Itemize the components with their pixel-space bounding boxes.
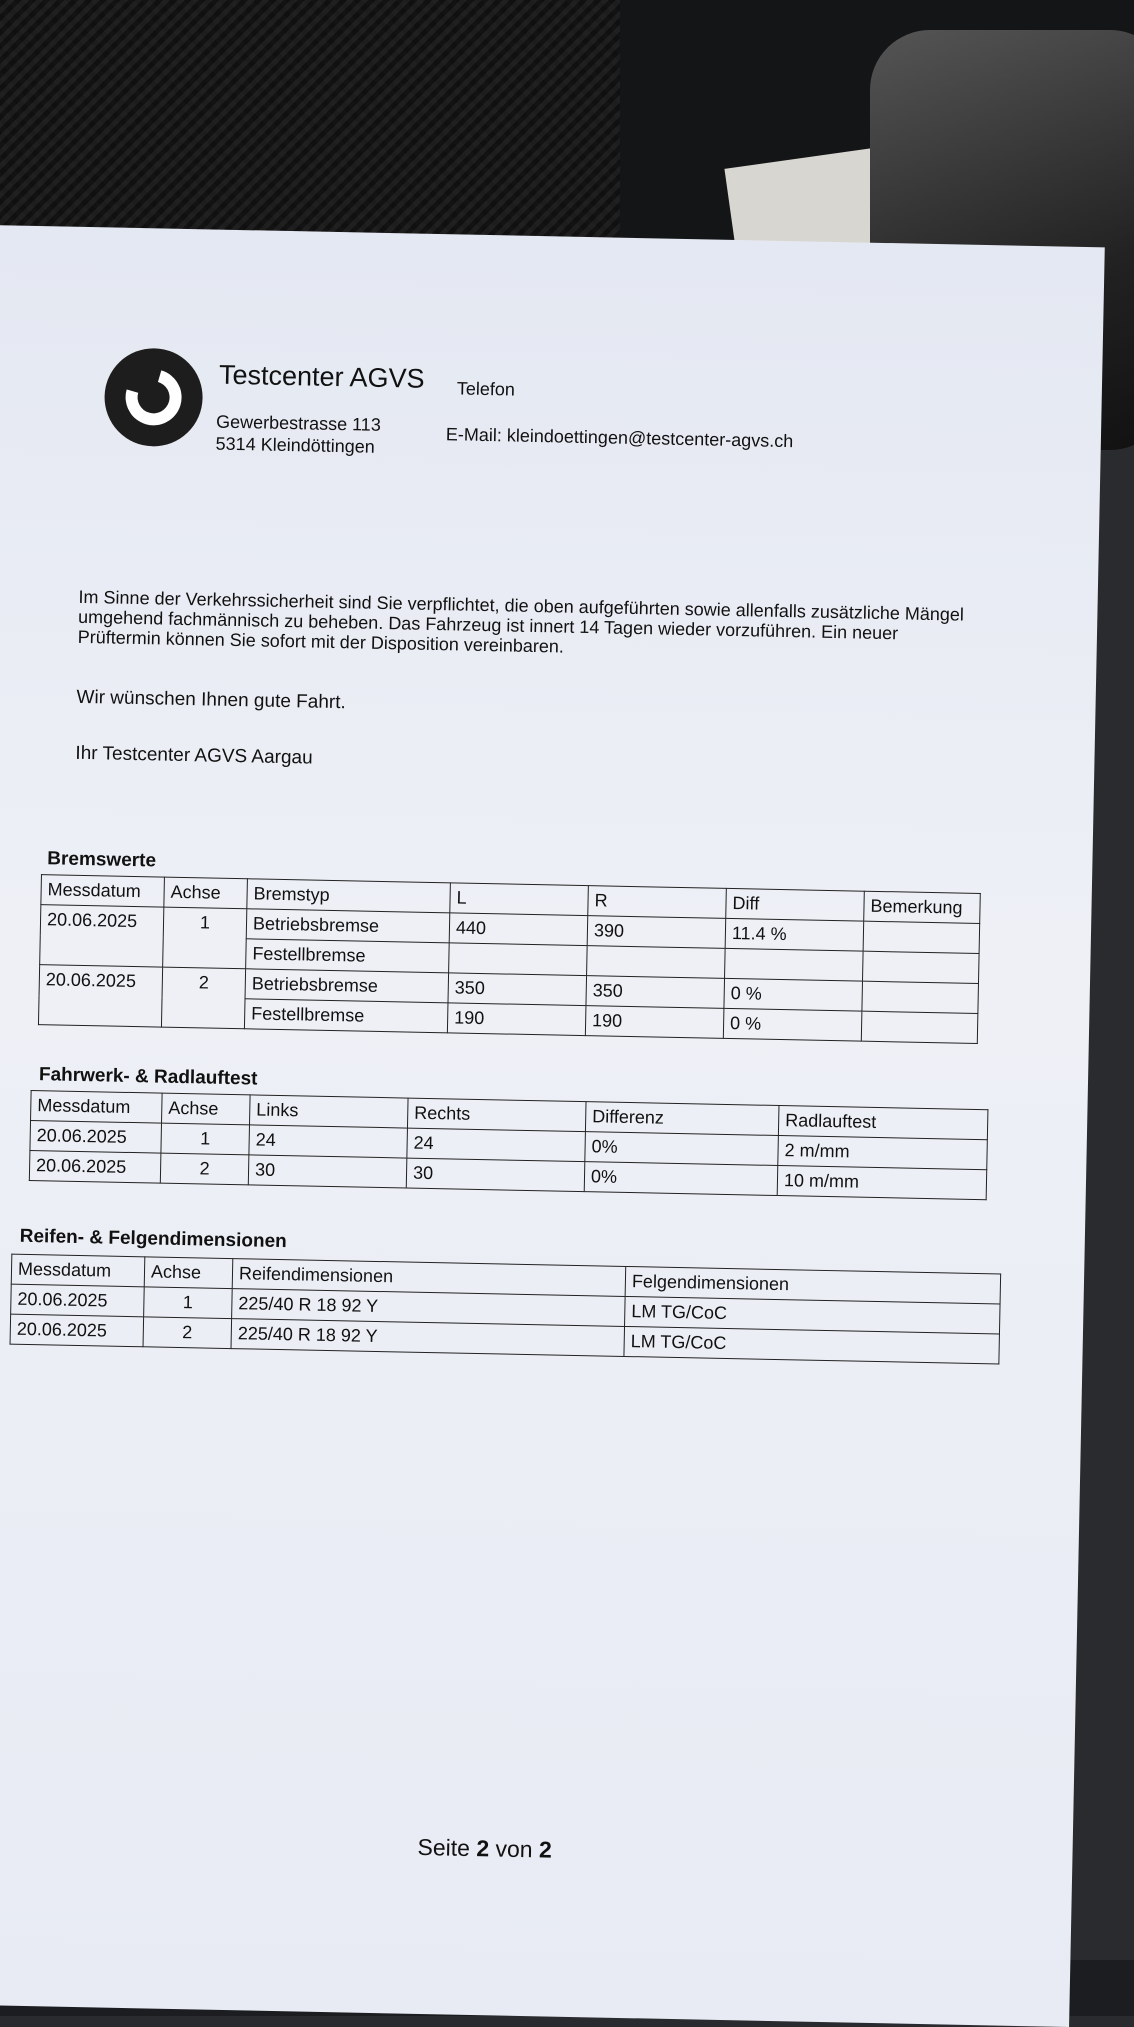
rim-dimension-cell: LM TG/CoC: [625, 1296, 1001, 1334]
right-cell: 390: [587, 916, 726, 949]
date-cell: 20.06.2025: [29, 1150, 161, 1183]
wheel-test-cell: 2 m/mm: [778, 1136, 988, 1170]
note-cell: [861, 1011, 978, 1043]
header-cell: Felgendimensionen: [625, 1266, 1001, 1304]
company-city: 5314 Kleindöttingen: [215, 433, 375, 457]
note-cell: [862, 951, 979, 983]
header-cell: Bemerkung: [864, 891, 981, 923]
date-cell: 20.06.2025: [30, 1120, 162, 1153]
header-cell: R: [588, 886, 727, 919]
rim-dimension-cell: LM TG/CoC: [624, 1326, 1000, 1364]
page-number: 2: [476, 1835, 490, 1862]
header-cell: Messdatum: [41, 875, 165, 907]
header-cell: Messdatum: [11, 1254, 145, 1287]
axle-cell: 1: [144, 1287, 233, 1319]
brake-type-cell: Betriebsbremse: [245, 969, 449, 1003]
left-cell: 24: [249, 1125, 408, 1158]
left-cell: 30: [248, 1155, 407, 1188]
brake-type-cell: Betriebsbremse: [246, 909, 450, 943]
brake-type-cell: Festellbremse: [244, 999, 448, 1033]
document-page: [0, 225, 1105, 2027]
right-cell: 30: [406, 1158, 585, 1192]
greeting-line: Wir wünschen Ihnen gute Fahrt.: [76, 686, 347, 714]
header-cell: Differenz: [585, 1102, 779, 1136]
note-cell: [863, 921, 980, 953]
right-cell: 24: [407, 1128, 586, 1162]
tires-title: Reifen- & Felgendimensionen: [19, 1225, 287, 1253]
chassis-title: Fahrwerk- & Radlauftest: [38, 1064, 258, 1090]
page-footer: [417, 1834, 552, 1864]
left-cell: 190: [447, 1003, 586, 1036]
date-cell: 20.06.2025: [40, 905, 164, 967]
date-cell: 20.06.2025: [10, 1314, 144, 1347]
diff-cell: 11.4 %: [725, 918, 864, 951]
wheel-test-cell: 10 m/mm: [777, 1166, 987, 1200]
right-cell: 190: [585, 1006, 724, 1039]
header-cell: Bremstyp: [247, 879, 451, 913]
brake-type-cell: Festellbremse: [246, 939, 450, 973]
axle-cell: 1: [161, 1123, 250, 1155]
left-cell: 440: [449, 913, 588, 946]
chassis-table: [29, 1090, 989, 1200]
axle-cell: 1: [163, 907, 247, 969]
email-line: E-Mail: kleindoettingen@testcenter-agvs.ch: [445, 424, 794, 452]
tire-dimension-cell: 225/40 R 18 92 Y: [231, 1319, 625, 1357]
header-cell: Achse: [162, 1093, 251, 1125]
right-cell: 350: [586, 976, 725, 1009]
axle-cell: 2: [143, 1317, 232, 1349]
brakes-title: Bremswerte: [47, 848, 157, 872]
company-street: Gewerbestrasse 113: [215, 411, 382, 435]
diff-cell: 0 %: [724, 978, 863, 1011]
header-cell: Diff: [726, 888, 865, 921]
phone-label: Telefon: [456, 378, 516, 400]
left-cell: [449, 943, 588, 976]
diff-cell: 0 %: [723, 1008, 862, 1041]
signature-line: Ihr Testcenter AGVS Aargau: [75, 742, 313, 769]
header-cell: Messdatum: [31, 1091, 163, 1124]
date-cell: 20.06.2025: [38, 965, 162, 1027]
header-cell: Reifendimensionen: [232, 1259, 626, 1297]
axle-cell: 2: [161, 967, 245, 1029]
axle-cell: 2: [160, 1153, 249, 1185]
page-separator: von: [495, 1835, 533, 1863]
header-cell: Links: [249, 1095, 408, 1128]
header-cell: Achse: [144, 1257, 233, 1289]
notice-paragraph: Im Sinne der Verkehrssicherheit sind Sie verpflichtet, die oben aufgeführten sowie allenfalls zusätzliche Mängel umgehend fachmännisch zu beheben. Das Fahrzeug ist innert 14 Tagen wieder vorzuführen. Ein neuer Prüftermin können Sie sofort mit der Disposition vereinbaren.: [77, 586, 965, 657]
diff-cell: 0%: [585, 1132, 779, 1166]
right-cell: [587, 946, 726, 979]
date-cell: 20.06.2025: [11, 1284, 145, 1317]
page-total: 2: [538, 1836, 553, 1863]
tires-table: [10, 1254, 1002, 1365]
left-cell: 350: [448, 973, 587, 1006]
header-cell: Rechts: [407, 1098, 586, 1132]
page-prefix: Seite: [417, 1833, 471, 1861]
note-cell: [862, 981, 979, 1013]
tire-dimension-cell: 225/40 R 18 92 Y: [232, 1289, 626, 1327]
header-cell: L: [450, 883, 589, 916]
brakes-table: [38, 874, 981, 1044]
header-cell: Achse: [164, 877, 248, 909]
company-name: Testcenter AGVS: [218, 359, 425, 394]
diff-cell: 0%: [584, 1162, 778, 1196]
header-cell: Radlauftest: [778, 1106, 988, 1140]
diff-cell: [725, 948, 864, 981]
agvs-logo-icon: [104, 347, 204, 447]
